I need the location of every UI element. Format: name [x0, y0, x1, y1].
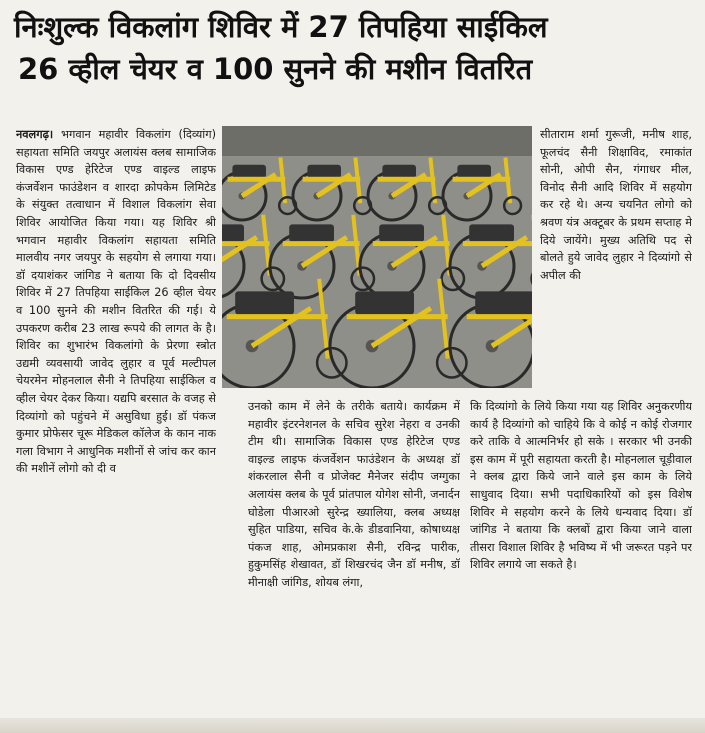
article-column-2: [248, 398, 460, 728]
page-fold: [0, 718, 705, 733]
article-column-3: [470, 398, 692, 728]
headline-line-1: निःशुल्क विकलांग शिविर में 27 तिपहिया साईकिल: [14, 10, 548, 44]
article-text-3: कि दिव्यांगो के लिये किया गया यह शिविर अनुकरणीय कार्य है दिव्यांगो को चाहिये कि वे कोई न कोई रोजगार करे ताकि वे आत्मनिर्भर हो सके । सरकार भी उनकी इस काम में पूरी सहायता करती है। मोहनलाल चूड़ीवाल ने क्लब द्वारा किये जाने वाले इस काम के लिये साधुवाद दिया। सभी पदाधिकारियों को इस विशेष शिविर मे सहयोग करने के लिये धन्यवाद दिया। डॉ जांगिड ने बताया कि क्लबों द्वारा किया जाने वाला तीसरा विशाल शिविर है भविष्य में भी जरूरत पड़ने पर शिविर लगाये जा सकते है।: [470, 400, 692, 572]
article-column-1: [16, 126, 216, 726]
tricycles-photo-illustration: [222, 126, 532, 388]
article-column-4: [540, 126, 692, 396]
tricycles-photo: [222, 126, 532, 388]
article-text-1: भगवान महावीर विकलांग (दिव्यांग) सहायता समिति जयपुर अलायंस क्लब सामाजिक विकास एण्ड हेरिटेज एण्ड वाइल्ड लाइफ कंजर्वेशन फाउंडेशन व शारदा क्रोपकेम लिमिटेड के संयुक्त तत्वाधान में विशाल विकलांग सेवा शिविर आयोजित किया गया। यह शिविर श्री भगवान महावीर विकलांग सहायता समिति मालवीय नगर जयपुर के सहयोग से लगाया गया। डॉ दयाशंकर जांगिड ने बताया कि दो दिवसीय शिविर में 27 तिपहिया साईकिल 26 व्हील चेयर व 100 सुनने की मशीन वितरित की गई। ये उपकरण करीब 23 लाख रूपये की लागत के है। शिविर का शुभारंभ विकलांगो के प्रेरणा स्त्रोत उद्यमी व्यवसायी जावेद लुहार व पूर्व मल्टीपल चेयरमेन मोहनलाल सैनी ने तिपहिया साईकिल व व्हील चेयर देकर किया। यद्यपि बरसात के वजह से दिव्यांगो को पहुंचने में असुविधा हुई। डॉ पंकज कुमार प्रोफेसर चूरू मेडिकल कॉलेज के कान नाक गला विभाग ने आधुनिक मशीनों से जांच कर कान की मशीनें लोगो को दी व: [16, 128, 216, 476]
headline-line-2: 26 व्हील चेयर व 100 सुनने की मशीन वितरित: [18, 52, 533, 86]
article-text-4: सीताराम शर्मा गुरूजी, मनीष शाह, फूलचंद सैनी शिक्षाविद, रमाकांत सोनी, ओपी सैन, गंगाधर मील, विनोद सैनी आदि शिविर में सहयोग कर रहे थे। अन्य चयनित लोगो को श्रवण यंत्र अक्टूबर के प्रथम सप्ताह मे दिये जायेंगे। मुख्य अतिथि पद से बोलते हुये जावेद लुहार ने दिव्यांगो से अपील की: [540, 128, 692, 282]
dateline: नवलगढ़।: [16, 128, 54, 141]
headline: [14, 6, 694, 90]
article-text-2: उनको काम में लेने के तरीके बताये। कार्यक्रम में महावीर इंटरनेशनल के सचिव सुरेश नेहरा व उनकी टीम थी। सामाजिक विकास एण्ड हेरिटेज एण्ड वाइल्ड लाइफ कंजर्वेशन फाउंडेशन के अध्यक्ष डॉ शंकरलाल सैनी व प्रोजेक्ट मैनेजर संदीप जग्गुका अलायंस क्लब के पूर्व प्रांतपाल योगेश सोनी, जनार्दन घोडेला पीआरओ सुरेन्द्र ख्यालिया, क्लब अध्यक्ष सुहित पाडिया, सचिव के.के डीडवानिया, कोषाध्यक्ष पंकज शाह, ओमप्रकाश सैनी, रविन्द्र पारीक, हुकुमसिंह शेखावत, डॉ शिखरचंद जैन डॉ मनीष, डॉ मीनाक्षी जांगिड, शोयब लंगा,: [248, 400, 460, 589]
